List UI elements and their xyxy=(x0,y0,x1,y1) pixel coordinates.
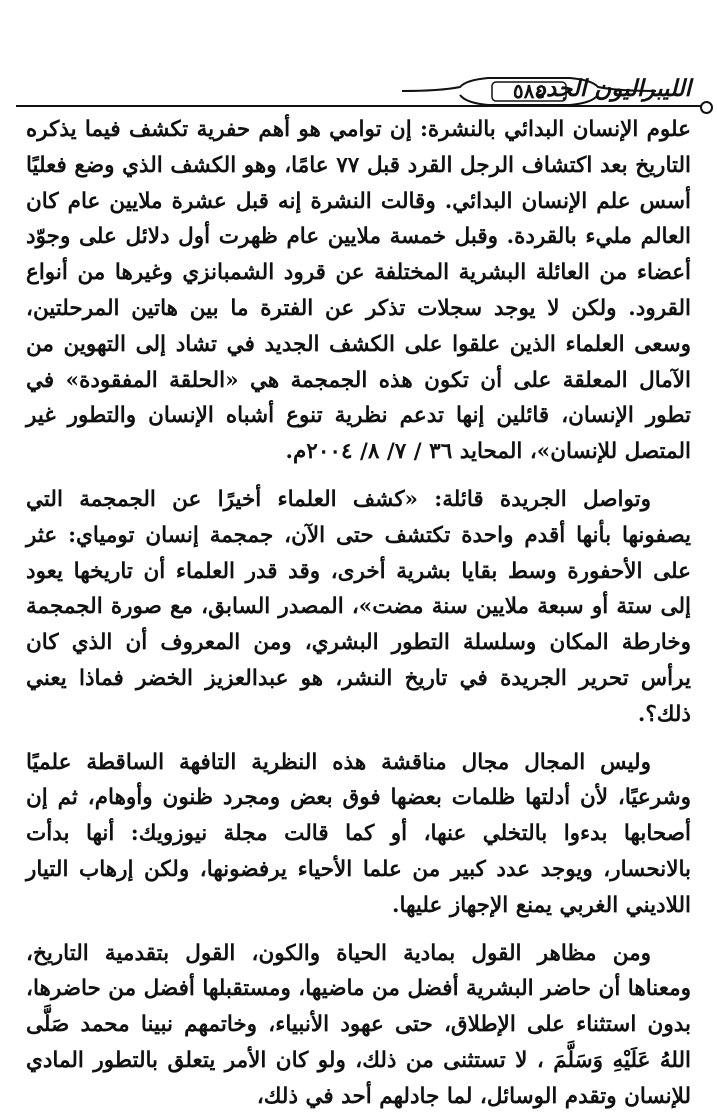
paragraph-4: ومن مظاهر القول بمادية الحياة والكون، القول بتقدمية التاريخ، ومعناها أن حاضر البشرية أفضل من ماضيها، ومستقبلها أفضل من حاضرها، بدون استثناء على الإطلاق، حتى عهود الأنبياء، وخاتمهم نبينا محمد صَلَّى اللهُ عَلَيْهِ وَسَلَّمَ ، لا تستثنى من ذلك، ولو كان الأمر يتعلق بالتطور المادي للإنسان وتقدم الوسائل، لما جادلهم أحد في ذلك، xyxy=(26,940,691,1109)
paragraph-2: وتواصل الجريدة قائلة: «كشف العلماء أخيرًا عن الجمجمة التي يصفونها بأنها أقدم واحدة تكتشف حتى الآن، جمجمة إنسان تومياي: عثر على الأحفورة وسط بقايا بشرية أخرى، وقد قدر العلماء أن تاريخها يعود إلى ستة أو سبعة ملايين سنة مضت»، المصدر السابق، مع صورة الجمجمة وخارطة المكان وسلسلة التطور البشري، ومن المعروف أن الذي كان يرأس تحرير الجريدة في تاريخ النشر، هو عبدالعزيز الخضر فماذا يعني ذلك؟. xyxy=(26,486,691,727)
page-number: ٥٨٤ xyxy=(512,79,546,103)
page-header xyxy=(0,68,717,110)
running-title: الليبراليون الجدد xyxy=(535,75,691,102)
paragraph-1: علوم الإنسان البدائي بالنشرة: إن توامي هو أهم حفرية تكشف فيما يذكره التاريخ بعد اكتشاف الرجل القرد قبل ٧٧ عامًا، وهو الكشف الذي وضع فعليًا أسس علم الإنسان البدائي. وقالت النشرة إنه قبل عشرة ملايين عام كان العالم مليء بالقردة. وقبل خمسة ملايين عام ظهرت أول دلائل على وجوّد أعضاء من العائلة البشرية المختلفة عن قرود الشمبانزي وغيرها من أنواع القرود. ولكن لا يوجد سجلات تذكر عن الفترة ما بين هاتين المرحلتين، وسعى العلماء الذين علقوا على الكشف الجديد في تشاد إلى التهوين من الآمال المعلقة على أن تكون هذه الجمجمة هي «الحلقة المفقودة» في تطور الإنسان، قائلين إنها تدعم نظرية تنوع أشباه الإنسان والتطور غير المتصل للإنسان»، المحايد ٣٦ / ٧/ ٨/ ٢٠٠٤م. xyxy=(26,117,692,465)
header-rule-ornament xyxy=(700,101,713,114)
paragraph-3: وليس المجال مجال مناقشة هذه النظرية التافهة الساقطة علميًا وشرعيًا، لأن أدلتها ظلمات بعضها فوق بعض ومجرد ظنون وأوهام، ثم إن أصحابها بدءوا بالتخلي عنها، أو كما قالت مجلة نيوزويك: أنها بدأت بالانحسار، ويوجد عدد كبير من علما الأحياء يرفضونها، ولكن إرهاب التيار اللاديني الغربي يمنع الإجهاز عليها. xyxy=(26,749,691,918)
page-body xyxy=(26,112,691,1115)
